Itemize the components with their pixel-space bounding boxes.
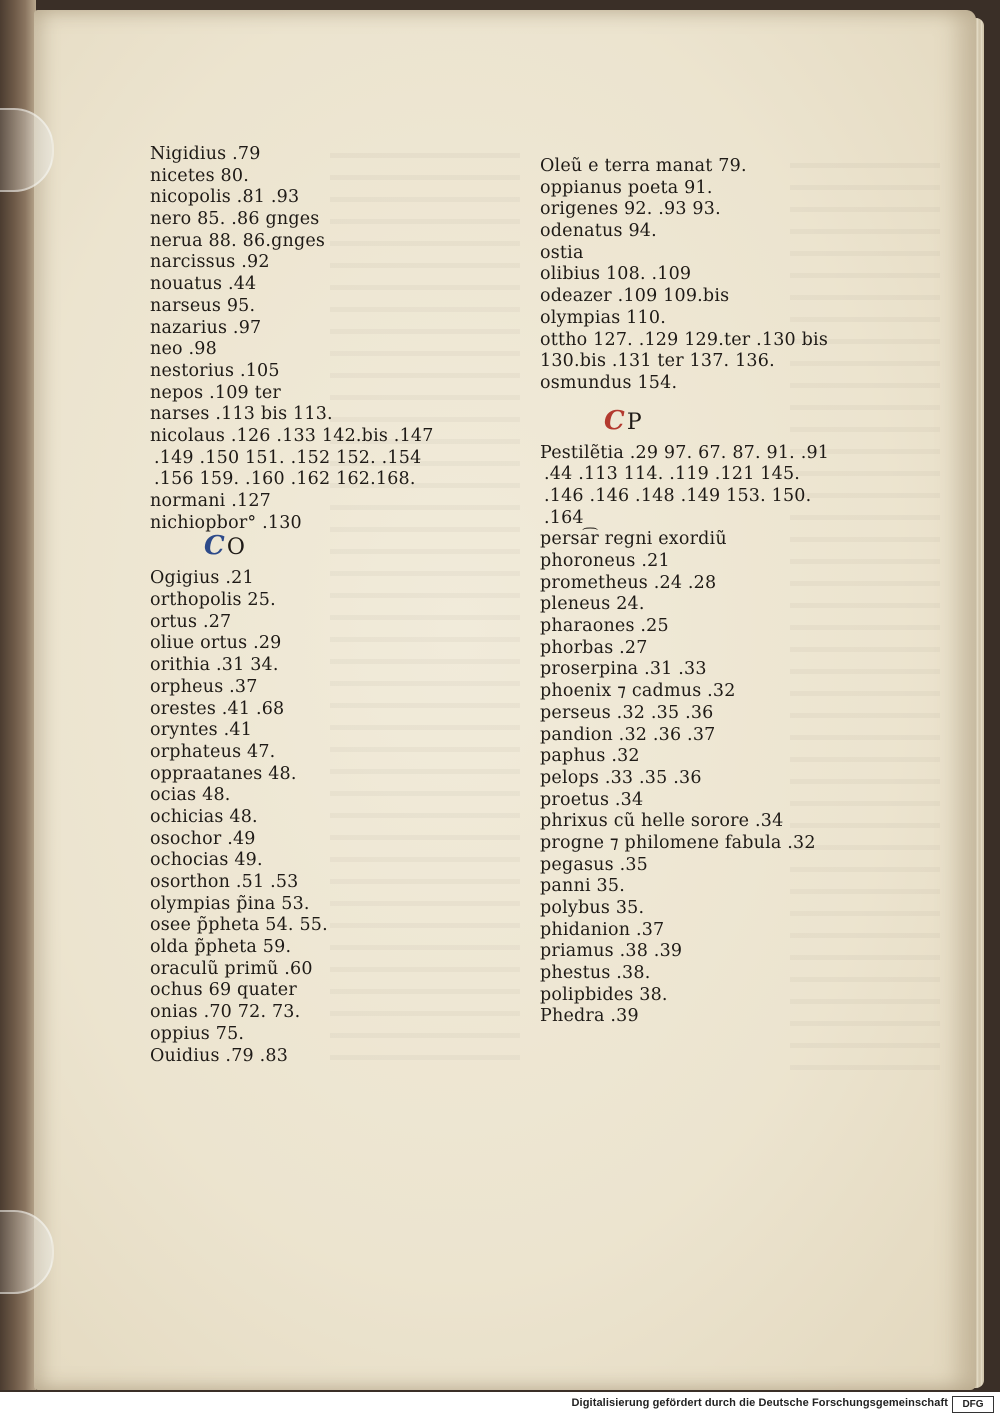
index-entry: ortus .27	[150, 611, 232, 632]
section-letter-o: O	[226, 535, 246, 561]
index-entry: proetus .34	[540, 789, 644, 810]
index-entry: olympias 110.	[540, 307, 666, 328]
index-entry: orpheus .37	[150, 676, 258, 697]
index-entry: .164	[544, 507, 584, 528]
index-entry: ottho 127. .129 129.ter .130 bis	[540, 329, 829, 350]
index-entry: ostia	[540, 242, 584, 263]
index-entry: .149 .150 151. .152 152. .154	[154, 447, 422, 468]
index-entry: ocias 48.	[150, 785, 231, 806]
section-heading-o	[170, 531, 480, 562]
index-entry: 130.bis .131 ter 137. 136.	[540, 351, 775, 372]
left-index-column	[150, 144, 480, 1067]
index-entry: phorbas .27	[540, 637, 648, 658]
section-letter-p: P	[626, 409, 642, 435]
index-entry: odeazer .109 109.bis	[540, 286, 730, 307]
index-entry: pandion .32 .36 .37	[540, 724, 716, 745]
index-entry: ochicias 48.	[150, 806, 258, 827]
index-entry: oppraatanes 48.	[150, 763, 297, 784]
index-entry: orithia .31 34.	[150, 655, 279, 676]
index-entry: nazarius .97	[150, 317, 262, 338]
index-entry: priamus .38 .39	[540, 941, 683, 962]
index-entry: pleneus 24.	[540, 594, 645, 615]
index-entry: phoroneus .21	[540, 551, 670, 571]
index-entry: olibius 108. .109	[540, 264, 692, 285]
entries-n	[150, 144, 480, 534]
index-entry: nero 85. .86 gnges	[150, 209, 320, 230]
index-entry: nichiopbor° .130	[150, 512, 302, 533]
index-entry: orphateus 47.	[150, 741, 276, 762]
index-entry: pelops .33 .35 .36	[540, 767, 702, 788]
index-entry: Ouidius .79 .83	[150, 1045, 289, 1066]
index-entry: oliue ortus .29	[150, 633, 282, 654]
entries-o-continued	[540, 156, 940, 395]
index-entry: normani .127	[150, 491, 271, 511]
index-entry: .44 .113 114. .119 .121 145.	[544, 464, 801, 485]
index-entry: narseus 95.	[150, 295, 256, 316]
index-entry: proserpina .31 .33	[540, 659, 707, 680]
index-entry: polipbides 38.	[540, 984, 668, 1005]
index-entry: phidanion .37	[540, 919, 665, 940]
index-entry: ochocias 49.	[150, 850, 263, 871]
index-entry: olda p̃pheta 59.	[150, 937, 292, 958]
dfg-logo: DFG	[952, 1396, 994, 1413]
index-entry: osee p̃pheta 54. 55.	[150, 915, 328, 936]
index-entry: polybus 35.	[540, 898, 645, 918]
section-heading-p	[570, 405, 940, 437]
index-entry: Nigidius .79	[150, 144, 261, 164]
index-entry: nicopolis .81 .93	[150, 187, 300, 208]
index-entry: progne ⁊ philomene fabula .32	[540, 832, 816, 853]
index-entry: prometheus .24 .28	[540, 572, 717, 593]
index-entry: olympias p̃ina 53.	[150, 893, 310, 914]
index-entry: osochor .49	[150, 828, 256, 849]
index-entry: neo .98	[150, 339, 217, 360]
index-entry: .156 159. .160 .162 162.168.	[154, 469, 416, 490]
index-entry: nerua 88. 86.gnges	[150, 230, 326, 251]
index-entry: Ogigius .21	[150, 568, 254, 589]
index-entry: .146 .146 .148 .149 153. 150.	[544, 485, 812, 506]
index-entry: nouatus .44	[150, 274, 257, 295]
footer-credit: Digitalisierung gefördert durch die Deutsche Forschungsgemeinschaft	[571, 1397, 948, 1409]
index-entry: Oleũ e terra manat 79.	[540, 156, 747, 176]
lombard-initial-o: C	[204, 531, 225, 562]
entries-p	[540, 443, 940, 1029]
index-entry: phoenix ⁊ cadmus .32	[540, 681, 736, 702]
index-entry: onias .70 72. 73.	[150, 1002, 301, 1023]
index-entry: odenatus 94.	[540, 221, 657, 242]
index-entry: Phedra .39	[540, 1006, 639, 1027]
index-entry: pegasus .35	[540, 854, 649, 875]
index-entry: nicetes 80.	[150, 165, 249, 186]
index-entry: Pestilẽtia .29 97. 67. 87. 91. .91	[540, 442, 830, 463]
index-entry: narcissus .92	[150, 252, 270, 273]
index-entry: oppius 75.	[150, 1023, 245, 1044]
index-entry: narses .113 bis 113.	[150, 404, 333, 425]
index-entry: osmundus 154.	[540, 372, 678, 393]
entries-o	[150, 568, 480, 1067]
index-entry: persa͡r regni exordiũ	[540, 529, 727, 550]
index-entry: oraculũ primũ .60	[150, 958, 313, 979]
book-binding	[0, 0, 36, 1390]
index-entry: osorthon .51 .53	[150, 872, 299, 892]
index-entry: orthopolis 25.	[150, 590, 276, 611]
index-entry: origenes 92. .93 93.	[540, 199, 721, 220]
lombard-initial-p: C	[604, 405, 625, 436]
right-index-column	[540, 156, 940, 1028]
digitization-footer	[0, 1392, 1000, 1416]
index-entry: paphus .32	[540, 746, 640, 767]
index-entry: phestus .38.	[540, 963, 651, 984]
index-entry: perseus .32 .35 .36	[540, 702, 714, 723]
index-entry: nestorius .105	[150, 360, 280, 381]
index-entry: oppianus poeta 91.	[540, 177, 713, 198]
index-entry: nepos .109 ter	[150, 382, 281, 403]
index-entry: orestes .41 .68	[150, 698, 285, 719]
index-entry: phrixus cũ helle sorore .34	[540, 811, 784, 832]
index-entry: panni 35.	[540, 876, 625, 897]
index-entry: ochus 69 quater	[150, 980, 297, 1001]
index-entry: nicolaus .126 .133 142.bis .147	[150, 425, 434, 446]
index-entry: oryntes .41	[150, 720, 253, 741]
index-entry: pharaones .25	[540, 616, 669, 637]
